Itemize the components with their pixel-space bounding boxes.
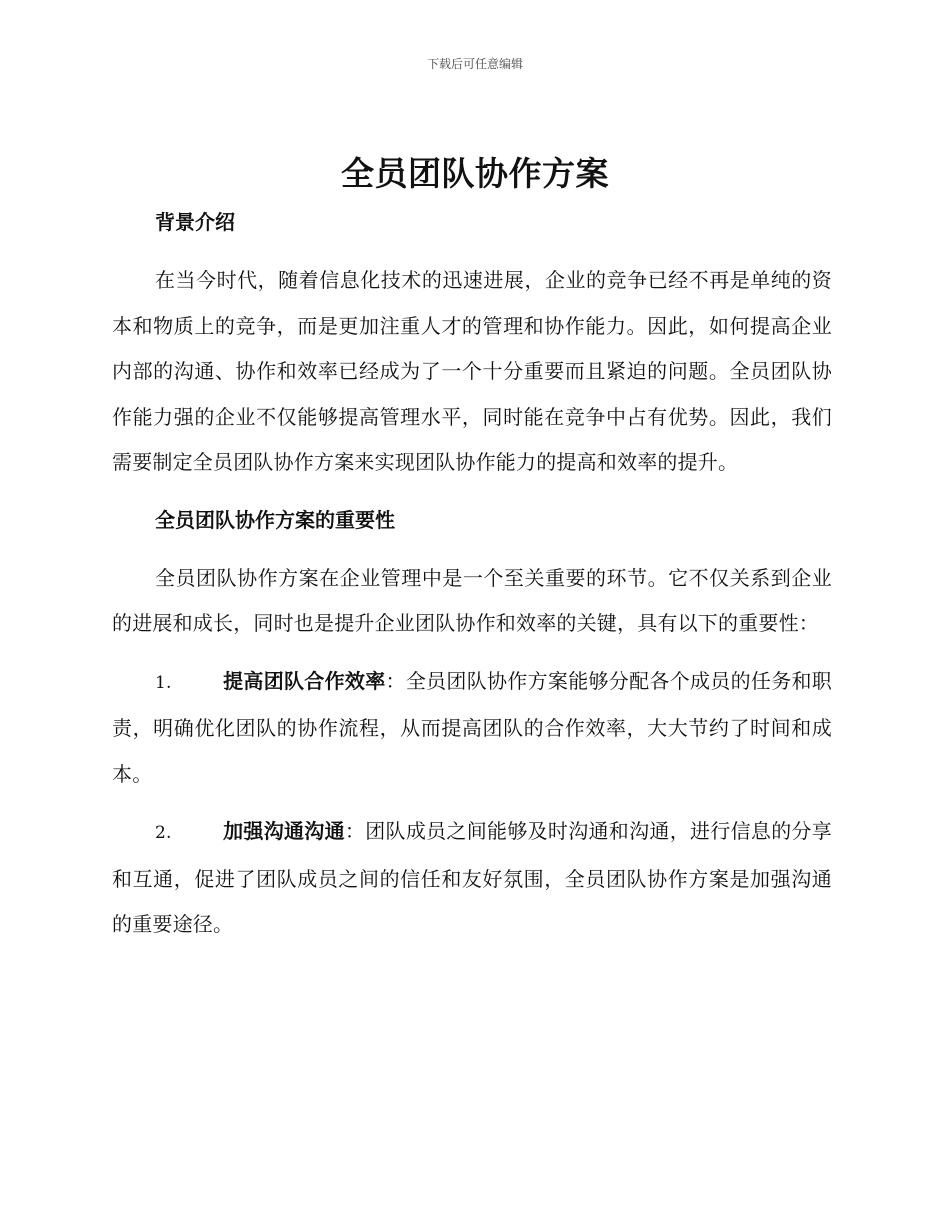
paragraph-background: 在当今时代，随着信息化技术的迅速进展，企业的竞争已经不再是单纯的资本和物质上的竞争，而是更加注重人才的管理和协作能力。因此，如何提高企业内部的沟通、协作和效率已经成为了一个十分重要而且紧迫的问题。全员团队协作能力强的企业不仅能够提高管理水平，同时能在竞争中占有优势。因此，我们需要制定全员团队协作方案来实现团队协作能力的提高和效率的提升。 bbox=[112, 268, 832, 474]
list-item-term: 提高团队合作效率 bbox=[223, 668, 386, 693]
list-item-number: 1. bbox=[155, 672, 172, 693]
list-item-separator: ： bbox=[385, 668, 406, 693]
list-item-term: 加强沟通沟通 bbox=[223, 819, 345, 843]
paragraph-importance: 全员团队协作方案在企业管理中是一个至关重要的环节。它不仅关系到企业的进展和成长，同时也是提升企业团队协作和效率的关键，具有以下的重要性： bbox=[112, 565, 832, 635]
list-item bbox=[112, 659, 832, 798]
document-title: 全员团队协作方案 bbox=[341, 154, 609, 193]
list-item-separator: ： bbox=[344, 819, 366, 843]
section-heading-background: 背景介绍 bbox=[155, 210, 235, 234]
page-header-note: 下载后可任意编辑 bbox=[426, 57, 523, 71]
document-body bbox=[112, 200, 832, 948]
list-item-number: 2. bbox=[155, 823, 172, 843]
section-heading-importance: 全员团队协作方案的重要性 bbox=[155, 507, 395, 532]
list-item-text: 团队成员之间能够及时沟通和沟通，进行信息的分享和互通，促进了团队成员之间的信任和友好氛围，全员团队协作方案是加强沟通的重要途径。 bbox=[112, 819, 833, 936]
list-item-text: 全员团队协作方案能够分配各个成员的任务和职责，明确优化团队的协作流程，从而提高团队的合作效率，大大节约了时间和成本。 bbox=[112, 668, 833, 786]
list-item bbox=[112, 809, 832, 948]
